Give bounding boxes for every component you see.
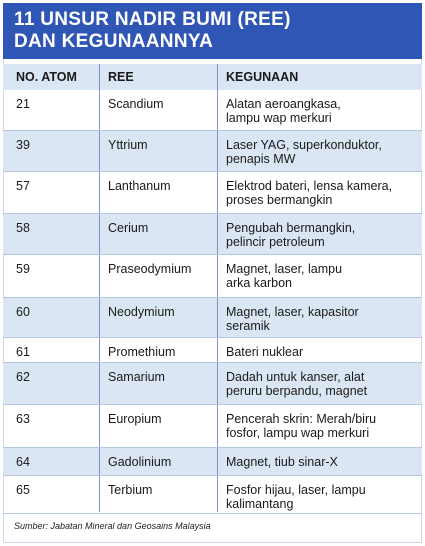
element-name-cell: Lanthanum xyxy=(108,179,171,193)
uses-cell: Pencerah skrin: Merah/biru fosfor, lampu wap merkuri xyxy=(226,412,377,440)
uses-cell: Bateri nuklear xyxy=(226,345,304,359)
row-separator xyxy=(3,447,422,448)
uses-cell: Fosfor hijau, laser, lampu kalimantang xyxy=(226,483,366,511)
row-separator xyxy=(3,130,422,131)
table-row xyxy=(3,172,422,214)
uses-cell: Dadah untuk kanser, alat peruru berpandu, magnet xyxy=(226,370,368,398)
row-separator xyxy=(3,254,422,255)
row-separator xyxy=(3,297,422,298)
atomic-number-cell: 57 xyxy=(16,179,30,193)
table-row xyxy=(3,131,422,172)
element-name-cell: Terbium xyxy=(108,483,153,497)
table-row xyxy=(3,405,422,448)
uses-cell: Magnet, tiub sinar-X xyxy=(226,455,338,469)
header-uses: KEGUNAAN xyxy=(226,70,299,84)
atomic-number-cell: 60 xyxy=(16,305,30,319)
table-row xyxy=(3,90,422,131)
row-separator xyxy=(3,475,422,476)
table-row xyxy=(3,448,422,476)
source-note: Sumber: Jabatan Mineral dan Geosains Malaysia xyxy=(14,521,211,531)
uses-cell: Alatan aeroangkasa, lampu wap merkuri xyxy=(226,97,341,125)
table-row xyxy=(3,298,422,338)
column-divider xyxy=(99,64,100,512)
atomic-number-cell: 62 xyxy=(16,370,30,384)
element-name-cell: Praseodymium xyxy=(108,262,192,276)
element-name-cell: Yttrium xyxy=(108,138,148,152)
table-header xyxy=(3,64,422,90)
uses-cell: Laser YAG, superkonduktor, penapis MW xyxy=(226,138,382,166)
table-row xyxy=(3,214,422,255)
table-row xyxy=(3,255,422,298)
row-separator xyxy=(3,404,422,405)
atomic-number-cell: 65 xyxy=(16,483,30,497)
title-line-2: DAN KEGUNAANNYA xyxy=(14,31,214,52)
atomic-number-cell: 21 xyxy=(16,97,30,111)
row-separator xyxy=(3,171,422,172)
uses-cell: Elektrod bateri, lensa kamera, proses bermangkin xyxy=(226,179,393,207)
uses-cell: Magnet, laser, lampu arka karbon xyxy=(226,262,343,290)
element-name-cell: Promethium xyxy=(108,345,176,359)
element-name-cell: Gadolinium xyxy=(108,455,172,469)
element-name-cell: Scandium xyxy=(108,97,164,111)
atomic-number-cell: 64 xyxy=(16,455,30,469)
header-ree: REE xyxy=(108,70,134,84)
header-atomic-number: NO. ATOM xyxy=(16,70,77,84)
row-separator xyxy=(3,213,422,214)
atomic-number-cell: 63 xyxy=(16,412,30,426)
title-line-1: 11 UNSUR NADIR BUMI (REE) xyxy=(14,9,291,30)
table-row xyxy=(3,338,422,363)
row-separator xyxy=(3,513,422,514)
element-name-cell: Samarium xyxy=(108,370,165,384)
atomic-number-cell: 39 xyxy=(16,138,30,152)
uses-cell: Magnet, laser, kapasitor seramik xyxy=(226,305,359,333)
row-separator xyxy=(3,337,422,338)
atomic-number-cell: 61 xyxy=(16,345,30,359)
column-divider xyxy=(217,64,218,512)
uses-cell: Pengubah bermangkin, pelincir petroleum xyxy=(226,221,356,249)
table-body xyxy=(3,90,422,514)
element-name-cell: Europium xyxy=(108,412,162,426)
row-separator xyxy=(3,362,422,363)
table-row xyxy=(3,363,422,405)
atomic-number-cell: 59 xyxy=(16,262,30,276)
element-name-cell: Cerium xyxy=(108,221,149,235)
table-row xyxy=(3,476,422,514)
atomic-number-cell: 58 xyxy=(16,221,30,235)
element-name-cell: Neodymium xyxy=(108,305,175,319)
title-banner xyxy=(3,3,422,59)
